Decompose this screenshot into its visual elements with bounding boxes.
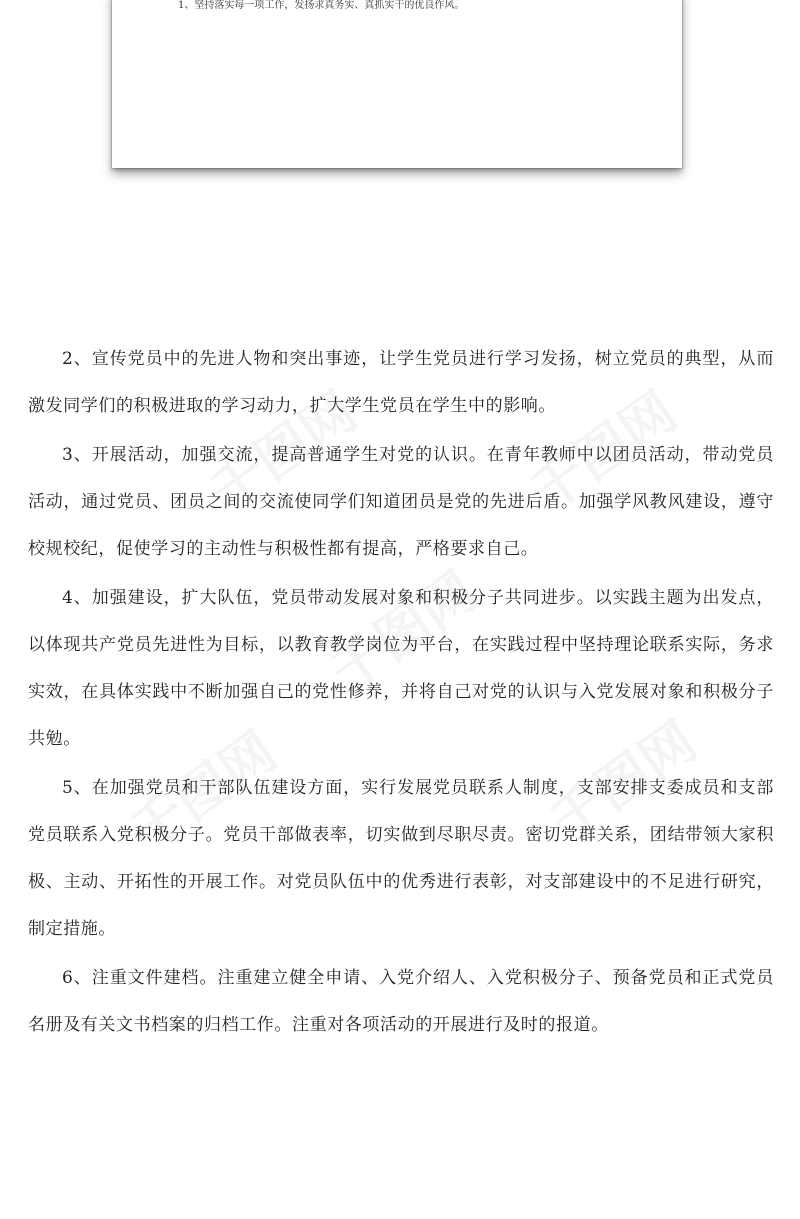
preview-text-line: 1、坚持落实每一项工作，发扬求真务实、真抓实干的优良作风。 [178,0,465,11]
paragraph-3: 3、开展活动，加强交流，提高普通学生对党的认识。在青年教师中以团员活动，带动党员活动，通过党员、团员之间的交流使同学们知道团员是党的先进后盾。加强学风教风建设，遵守校规校纪，促使学习的主动性与积极性都有提高，严格要求自己。 [28,445,774,559]
paragraph-2: 2、宣传党员中的先进人物和突出事迹，让学生党员进行学习发扬，树立党员的典型，从而激发同学们的积极进取的学习动力，扩大学生党员在学生中的影响。 [28,349,774,416]
document-preview-card [112,0,682,168]
paragraph-6: 6、注重文件建档。注重建立健全申请、入党介绍人、入党积极分子、预备党员和正式党员名册及有关文书档案的归档工作。注重对各项活动的开展进行及时的报道。 [28,968,774,1035]
paragraph-4: 4、加强建设，扩大队伍，党员带动发展对象和积极分子共同进步。以实践主题为出发点，以体现共产党员先进性为目标，以教育教学岗位为平台，在实践过程中坚持理论联系实际，务求实效，在具体实践中不断加强自己的党性修养，并将自己对党的认识与入党发展对象和积极分子共勉。 [28,588,774,749]
document-body [28,336,774,1049]
paragraph-5: 5、在加强党员和干部队伍建设方面，实行发展党员联系人制度，支部安排支委成员和支部党员联系入党积极分子。党员干部做表率，切实做到尽职尽责。密切党群关系，团结带领大家积极、主动、开拓性的开展工作。对党员队伍中的优秀进行表彰，对支部建设中的不足进行研究，制定措施。 [28,778,774,939]
